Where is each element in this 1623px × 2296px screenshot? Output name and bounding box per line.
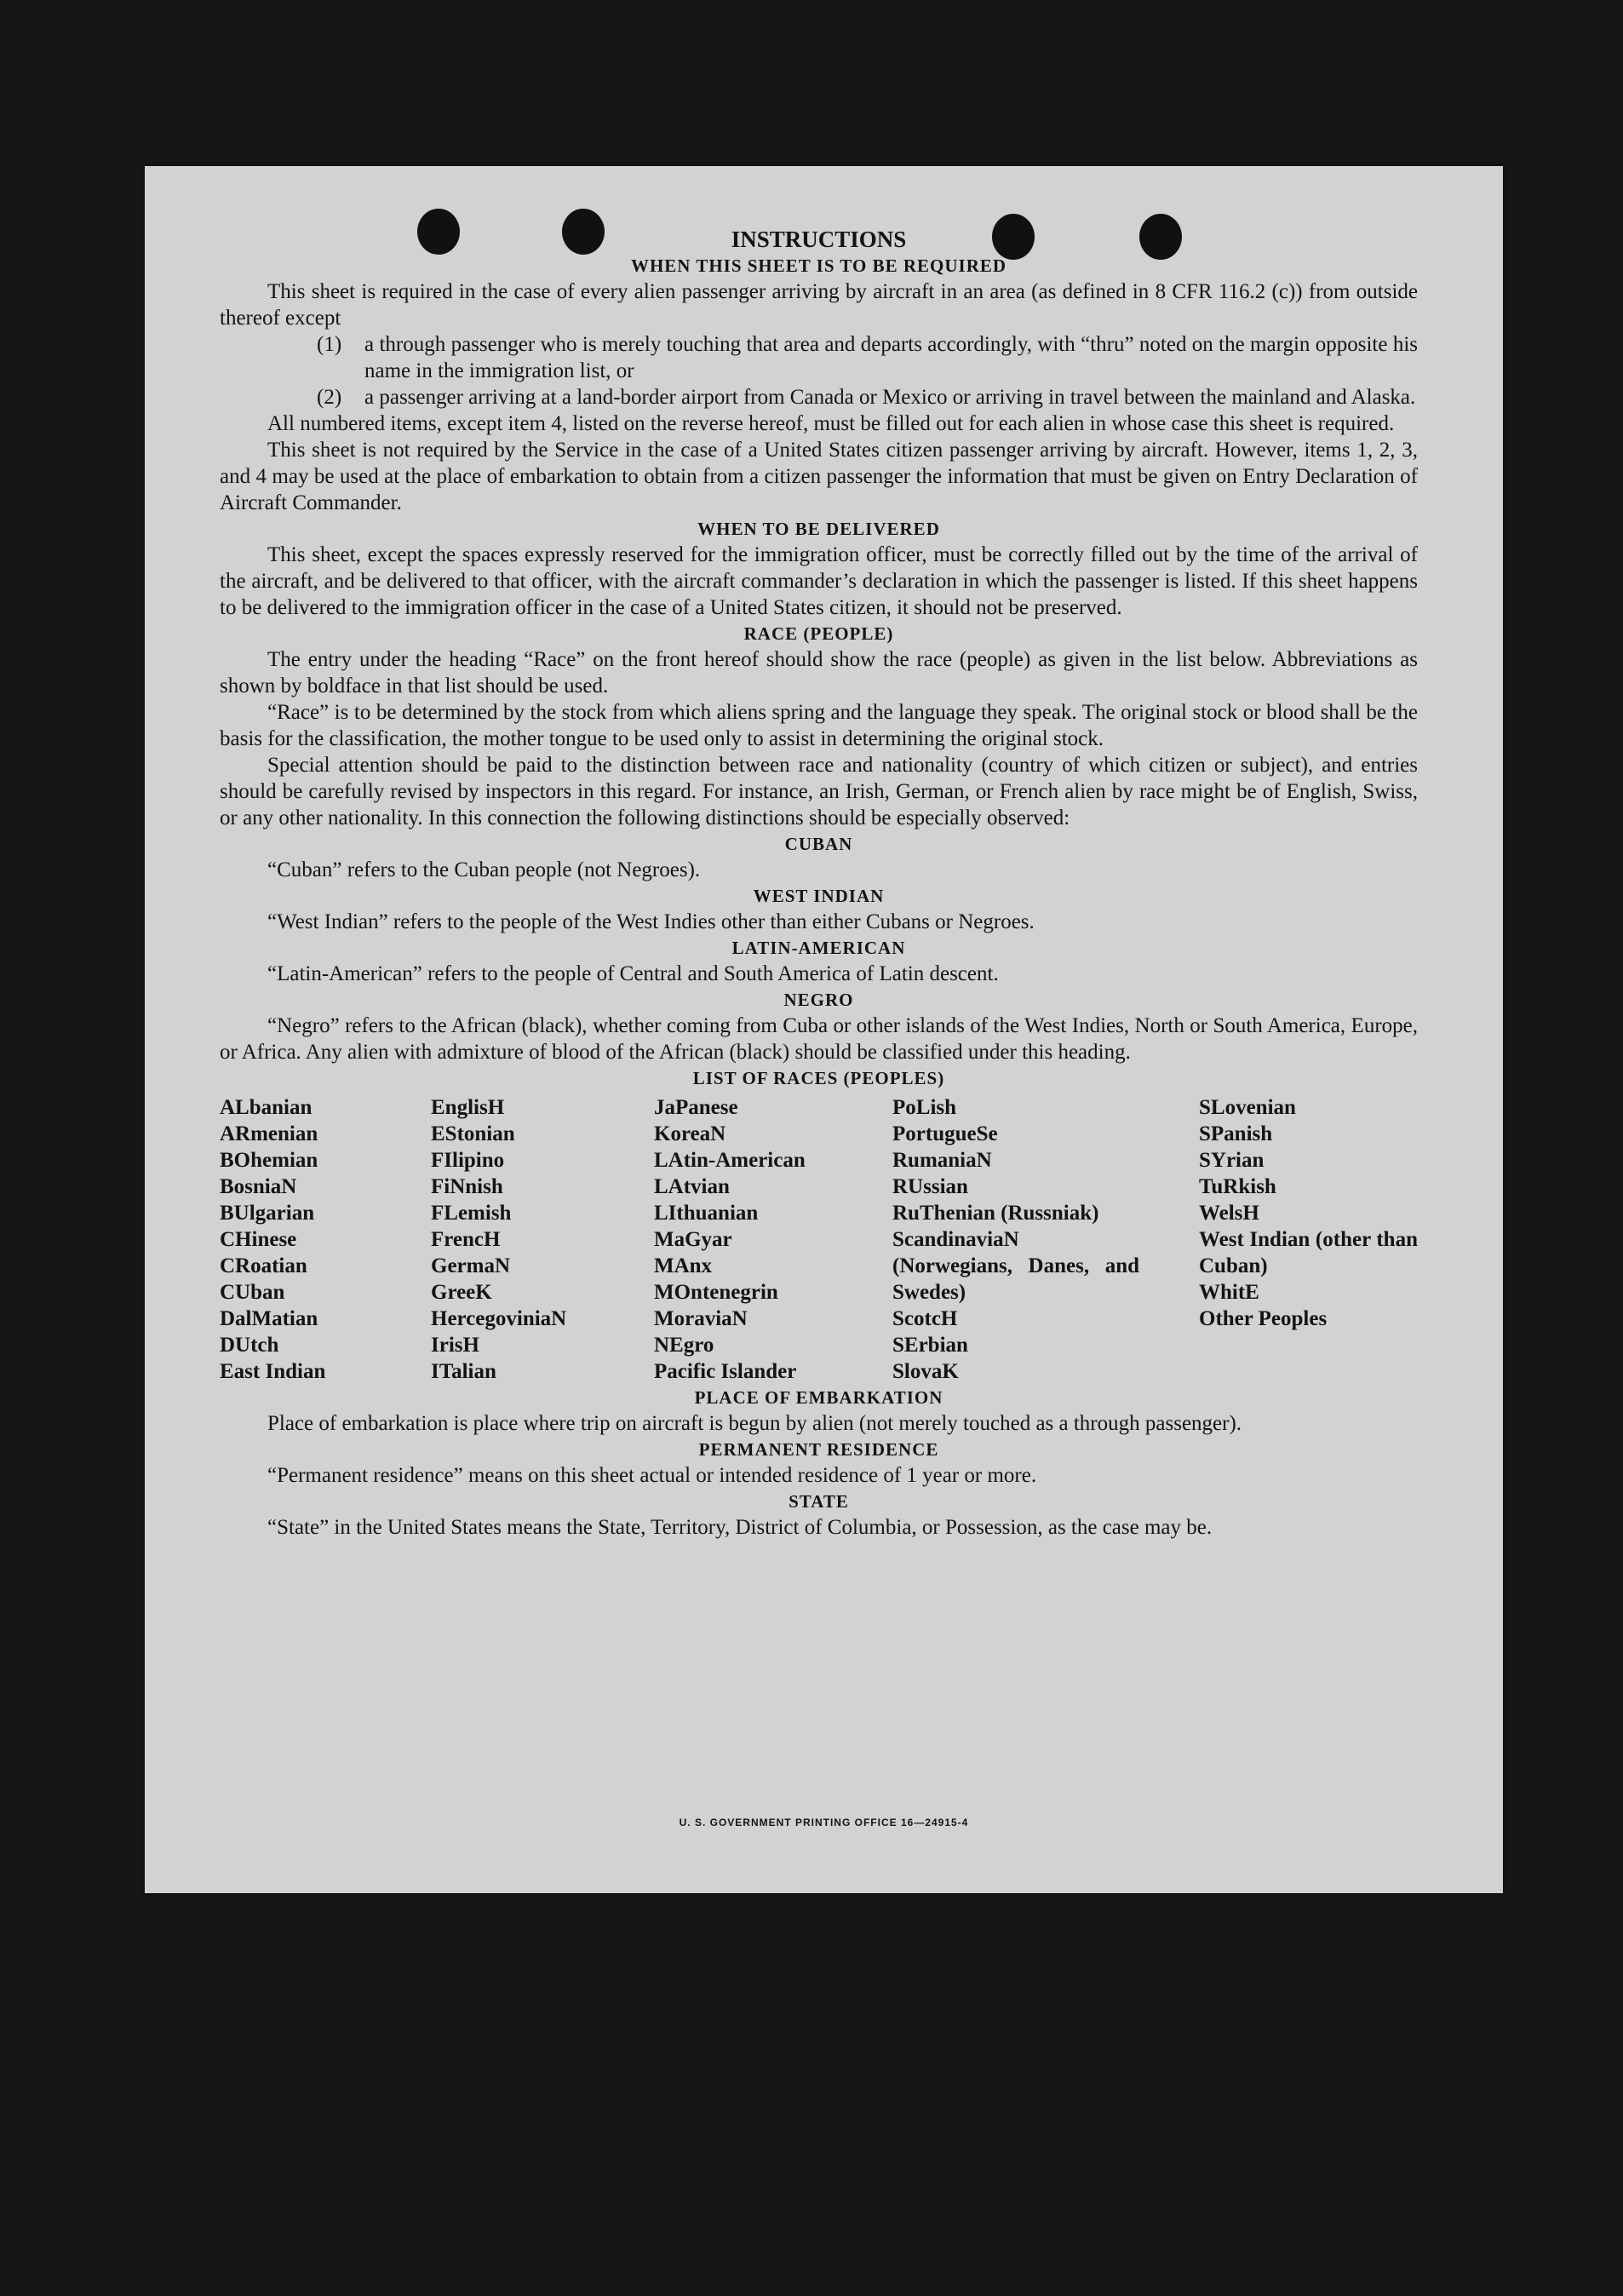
- section-heading: NEGRO: [783, 990, 854, 1010]
- race-entry: FiNnish: [431, 1175, 503, 1198]
- race-entry: GermaN: [431, 1254, 511, 1277]
- section-heading: WHEN THIS SHEET IS TO BE REQUIRED: [630, 255, 1007, 276]
- printer-imprint: U. S. GOVERNMENT PRINTING OFFICE 16—24915-4: [679, 1817, 969, 1828]
- paragraph: This sheet is required in the case of every alien passenger arriving by aircraft in an area (as defined in 8 CFR 116.2 (c)) from outside thereof except: [220, 280, 1418, 330]
- race-entry: CRoatian: [220, 1254, 307, 1277]
- race-entry: LIthuanian: [654, 1202, 759, 1225]
- race-entry: ScandinaviaN (Norwegians, Danes, and Swedes): [892, 1228, 1139, 1304]
- instructions-content: [220, 226, 1418, 1541]
- paragraph: Place of embarkation is place where trip on aircraft is begun by alien (not merely touched as a through passenger).: [267, 1412, 1242, 1435]
- paragraph: “State” in the United States means the State, Territory, District of Columbia, or Possession, as the case may be.: [267, 1516, 1213, 1539]
- paragraph: “Permanent residence” means on this sheet actual or intended residence of 1 year or more.: [267, 1464, 1037, 1487]
- race-column: [1199, 1094, 1418, 1385]
- race-entry: ITalian: [431, 1360, 496, 1383]
- section-heading: LATIN-AMERICAN: [731, 938, 906, 958]
- section-heading: WHEN TO BE DELIVERED: [697, 519, 940, 539]
- paragraph: All numbered items, except item 4, listed on the reverse hereof, must be filled out for each alien in whose case this sheet is required.: [267, 412, 1395, 435]
- race-entry: IrisH: [431, 1334, 479, 1357]
- race-entry: East Indian: [220, 1360, 326, 1383]
- paragraph: This sheet is not required by the Service in the case of a United States citizen passenger arriving by aircraft. However, items 1, 2, 3, and 4 may be used at the place of embarkation to obtain from a citizen passenger the information that must be given on Entry Declaration of Aircraft Commander.: [220, 439, 1418, 514]
- race-entry: LAtvian: [654, 1175, 730, 1198]
- race-entry: PoLish: [892, 1096, 957, 1119]
- race-entry: TuRkish: [1199, 1175, 1276, 1198]
- race-entry: CHinese: [220, 1228, 297, 1251]
- race-entry: SYrian: [1199, 1149, 1265, 1172]
- race-entry: EStonian: [431, 1122, 515, 1145]
- list-item: [317, 331, 1418, 384]
- section-heading: PLACE OF EMBARKATION: [694, 1387, 943, 1408]
- section-heading: RACE (PEOPLE): [743, 623, 894, 644]
- section-heading: WEST INDIAN: [753, 886, 885, 906]
- race-entry: MaGyar: [654, 1228, 732, 1251]
- race-entry: SlovaK: [892, 1360, 959, 1383]
- race-entry: Other Peoples: [1199, 1307, 1328, 1330]
- paragraph: “Race” is to be determined by the stock from which aliens spring and the language they speak. The original stock or blood shall be the basis for the classification, the mother tongue to be used only to assist in determining the original stock.: [220, 701, 1418, 750]
- item-number: (1): [317, 333, 342, 356]
- race-entry: FIlipino: [431, 1149, 505, 1172]
- race-entry: GreeK: [431, 1281, 492, 1304]
- race-entry: WhitE: [1199, 1281, 1259, 1304]
- list-item: [317, 384, 1418, 410]
- paragraph: Special attention should be paid to the distinction between race and nationality (country of which citizen or subject), and entries should be carefully revised by inspectors in this regard. For instance, an Irish, German, or French alien by race might be of English, Swiss, or any other nationality. In this connection the following distinctions should be especially observed:: [220, 754, 1418, 829]
- race-entry: PortugueSe: [892, 1122, 998, 1145]
- section-heading: CUBAN: [784, 834, 853, 854]
- race-entry: Pacific Islander: [654, 1360, 797, 1383]
- race-entry: CUban: [220, 1281, 285, 1304]
- race-entry: RumaniaN: [892, 1149, 992, 1172]
- race-entry: RUssian: [892, 1175, 968, 1198]
- race-column: [220, 1094, 431, 1385]
- race-list: [220, 1094, 1418, 1385]
- paragraph: The entry under the heading “Race” on the front hereof should show the race (people) as given in the list below. Abbreviations as shown by boldface in that list should be used.: [220, 648, 1418, 697]
- race-entry: SLovenian: [1199, 1096, 1296, 1119]
- race-entry: KoreaN: [654, 1122, 726, 1145]
- race-entry: MoraviaN: [654, 1307, 748, 1330]
- race-entry: ALbanian: [220, 1096, 313, 1119]
- race-entry: BOhemian: [220, 1149, 318, 1172]
- race-entry: RuThenian (Russniak): [892, 1202, 1099, 1225]
- race-entry: HercegoviniaN: [431, 1307, 567, 1330]
- paragraph: This sheet, except the spaces expressly reserved for the immigration officer, must be correctly filled out by the time of the arrival of the aircraft, and be delivered to that officer, with the aircraft commander’s declaration in which the passenger is listed. If this sheet happens to be delivered to the immigration officer in the case of a United States citizen, it should not be preserved.: [220, 543, 1418, 619]
- paragraph: “Cuban” refers to the Cuban people (not Negroes).: [267, 858, 701, 881]
- item-text: a passenger arriving at a land-border airport from Canada or Mexico or arriving in travel between the mainland and Alaska.: [364, 386, 1416, 409]
- race-entry: SErbian: [892, 1334, 968, 1357]
- paragraph: “Latin-American” refers to the people of Central and South America of Latin descent.: [267, 962, 999, 985]
- race-entry: NEgro: [654, 1334, 714, 1357]
- race-entry: ARmenian: [220, 1122, 318, 1145]
- race-column: [654, 1094, 892, 1385]
- section-heading: LIST OF RACES (PEOPLES): [692, 1068, 945, 1088]
- race-entry: DalMatian: [220, 1307, 318, 1330]
- race-entry: SPanish: [1199, 1122, 1273, 1145]
- race-column: [892, 1094, 1199, 1385]
- race-entry: MOntenegrin: [654, 1281, 778, 1304]
- section-heading: STATE: [789, 1491, 849, 1512]
- document-sheet: [145, 166, 1503, 1893]
- race-entry: FrencH: [431, 1228, 501, 1251]
- race-entry: EnglisH: [431, 1096, 505, 1119]
- paragraph: “West Indian” refers to the people of the West Indies other than either Cubans or Negroes.: [267, 910, 1035, 933]
- race-entry: West Indian (other than Cuban): [1199, 1228, 1418, 1277]
- race-entry: DUtch: [220, 1334, 279, 1357]
- race-entry: BosniaN: [220, 1175, 297, 1198]
- item-number: (2): [317, 386, 342, 409]
- race-column: [431, 1094, 654, 1385]
- paragraph: “Negro” refers to the African (black), whether coming from Cuba or other islands of the West Indies, North or South America, Europe, or Africa. Any alien with admixture of blood of the African (black) should be classified under this heading.: [220, 1014, 1418, 1064]
- item-text: a through passenger who is merely touching that area and departs accordingly, with “thru” noted on the margin opposite his name in the immigration list, or: [364, 333, 1418, 382]
- page-title: INSTRUCTIONS: [731, 227, 907, 252]
- race-entry: MAnx: [654, 1254, 713, 1277]
- section-heading: PERMANENT RESIDENCE: [698, 1439, 939, 1460]
- race-entry: LAtin-American: [654, 1149, 806, 1172]
- race-entry: FLemish: [431, 1202, 512, 1225]
- race-entry: ScotcH: [892, 1307, 958, 1330]
- race-entry: JaPanese: [654, 1096, 738, 1119]
- race-entry: WelsH: [1199, 1202, 1259, 1225]
- race-entry: BUlgarian: [220, 1202, 315, 1225]
